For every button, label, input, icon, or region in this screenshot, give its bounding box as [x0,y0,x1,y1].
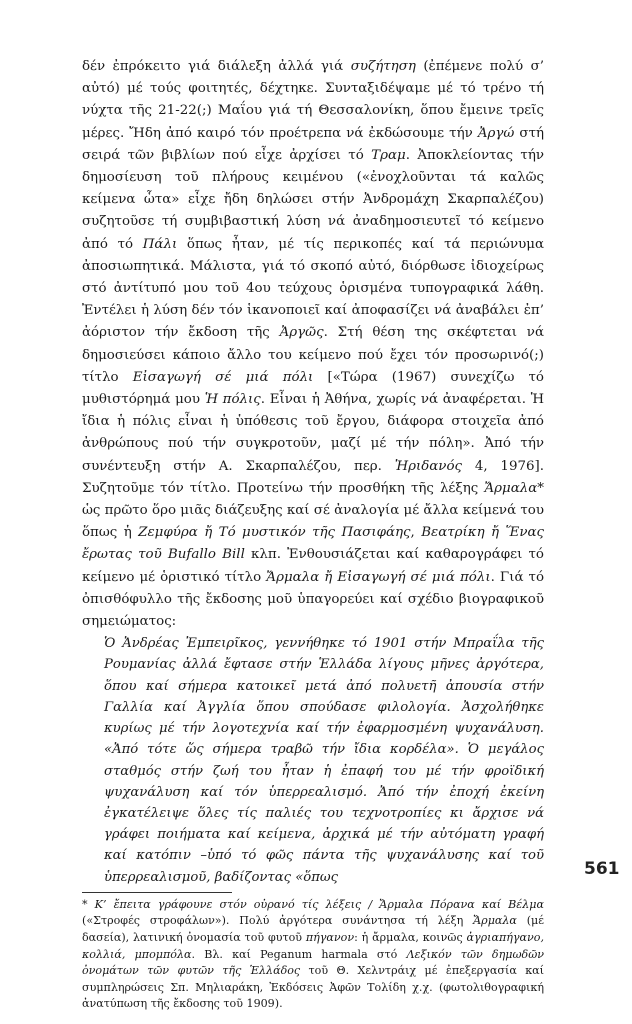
italic-title: Ἄρμαλα ἤ Εἰσαγωγή σέ μιά πόλι [266,569,491,585]
body-text-run: δέν ἐπρόκειτο γιά διάλεξη ἀλλά γιά [82,59,351,74]
footnote-text-run: τοῦ Θ. Χελντράιχ μέ ἐπεξεργασία καί συμπληρώσεις Σπ. Μηλιαράκη, Ἐκδόσεις Ἀφῶν Τολίδη χ.χ. (φωτολιθογραφική ἀνατύπωση τῆς ἔκδοσης τοῦ 1909). [82,964,544,1011]
footnote-text-run: : ἡ ἄρμαλα, κοινῶς [354,930,467,944]
italic-title: Τραμ [371,147,406,163]
italic-title: Ἀργώ [477,125,515,141]
italic-title: Ἠριδανός [394,458,463,474]
footnote-italic: ἀγριαπήγανο, κολλιά, μπομπόλα [82,930,544,961]
footnote-divider [82,892,232,893]
body-text-run: . Ἀποκλείοντας τήν δημοσίευση τοῦ πλήρους κειμένου («ἐνοχλοῦνται τά καλῶς κείμενα ὧτα» εἶχε ἤδη δηλώσει στήν Ἀνδρομάχη Σκαρπαλέζου) συζητοῦσε τή συμβιβαστική λύση νά ἀναδημοσιευτεῖ τό κείμενο ἀπό τό [82,147,544,252]
footnote-italic: Λεξικόν τῶν δημωδῶν ὀνομάτων τῶν φυτῶν τῆς Ἑλλάδος [82,947,544,978]
footnote-text-run: * [82,897,95,911]
body-text-run: στή σειρά τῶν βιβλίων πού εἶχε ἀρχίσει τό [82,125,545,163]
body-text-run: . Γιά τό ὀπισθόφυλλο τῆς ἔκδοσης μοῦ ὑπαγορεύει καί σχέδιο βιογραφικοῦ σημειώματος: [82,569,544,630]
footnote-text-run: («Στροφές στροφάλων»). Πολύ ἀργότερα συνάντησα τή λέξη [82,914,474,928]
body-text-run: [«Τώρα (1967) συνεχίζω τό μυθιστόρημά μου [82,369,544,408]
body-text-run: . Στή θέση της σκέφτεται νά δημοσιεύσει κάποιο ἄλλο του κείμενο πού ἔχει τόν προσωρινό(;) τίτλο [82,325,544,385]
italic-title: Ἄρμαλα [484,480,538,496]
body-paragraph [82,56,544,633]
italic-term: συζήτηση [350,59,416,74]
italic-title: Πάλι [142,236,178,252]
body-text-run: κλπ. Ἐνθουσιάζεται καί καθαρογράφει τό κείμενο μέ ὁριστικό τίτλο [82,547,544,585]
footnote-text-run: . Βλ. καί Peganum harmala στό [191,947,407,961]
body-text-run: * ὡς πρῶτο ὅρο μιᾶς διάζευξης καί σέ ἀναλογία μέ ἄλλα κείμενά του ὅπως ἡ [82,480,544,541]
body-text-run: (ἐπέμενε πολύ σ’ αὐτό) μέ τούς φοιτητές, δέχτηκε. Συνταξιδέψαμε μέ τό τρένο τή νύχτα τῆς 21-22(;) Μαΐου γιά τή Θεσσαλονίκη, ὅπου ἔμεινε τρεῖς μέρες. Ἤδη ἀπό καιρό τόν προέτρεπα νά ἐκδώσουμε τήν [82,59,545,141]
italic-title: Βεατρίκη ἤ Ἕνας ἔρωτας τοῦ Bufallo Bill [82,525,545,563]
body-text-run: . Εἶναι ἡ Ἀθήνα, χωρίς νά ἀναφέρεται. Ἡ ἴδια ἡ πόλις εἶναι ἡ ὑπόθεσις τοῦ ἔργου, διάφορα στοιχεῖα ἀπό ἀνθρώπους πού τήν συγκροτοῦν, μαζί μέ τήν πόλη». Ἀπό τήν συνέντευξη στήν Α. Σκαρπαλέζου, περ. [82,392,544,474]
footnote-italic: πήγανον [305,930,355,944]
body-text-run: ὅπως ἦταν, μέ τίς περικοπές καί τά περιώνυμα ἀποσιωπητικά. Μάλιστα, γιά τό σκοπό αὐτό, διόρθωσε ἰδιοχείρως στό ἀντίτυπό μου τοῦ 4ου τεύχους ὁρισμένα τυπογραφικά λάθη. Ἐντέλει ἡ λύση δέν τόν ἱκανοποιεῖ καί ἀποφασίζει νά ἀναβάλει ἐπ’ ἀόριστον τήν ἔκδοση τῆς [82,236,545,341]
footnote-italic: Ἄρμαλα [473,914,517,928]
footnote-text-run: (μέ δασεία), λατινική ὀνομασία τοῦ φυτοῦ [82,914,544,944]
footnote [82,897,544,1013]
block-quote: Ὁ Ἀνδρέας Ἐμπειρῖκος, γεννήθηκε τό 1901 στήν Μπραΐλα τῆς Ρουμανίας ἀλλά ἔφτασε στήν Ἑλλάδα λίγους μῆνες ἀργότερα, ὅπου καί σήμερα κατοικεῖ μετά ἀπό πολυετῆ ἀπουσία στήν Γαλλία καί Ἀγγλία ὅπου σπούδασε φιλολογία. Ἀσχολήθηκε κυρίως μέ τήν λογοτεχνία καί τήν ἐφαρμοσμένη ψυχανάλυση. «Ἀπό τότε ὥς σήμερα τραβῶ τήν ἴδια κορδέλα». Ὁ μεγάλος σταθμός στήν ζωή του ἦταν ἡ ἐπαφή του μέ τήν φροϊδική ψυχανάλυση καί τόν ὑπερρεαλισμό. Ἀπό τήν ἐποχή ἐκείνη ἐγκατέλειψε ὅλες τίς παλιές του τεχνοτροπίες κι ἄρχισε νά γράφει ποιήματα καί κείμενα, ἀρχικά μέ τήν αὐτόματη γραφή καί κατόπιν –ὑπό τό φῶς πάντα τῆς ψυχανάλυσης καί τοῦ ὑπερρεαλισμοῦ, βαδίζοντας «ὅπως [104,636,544,885]
italic-title: Ἀργῶς [279,325,324,341]
italic-title: Εἰσαγωγή σέ μιά πόλι [132,369,314,385]
body-text-run: 4, 1976]. Συζητοῦμε τόν τίτλο. Προτείνω τήν προσθήκη τῆς λέξης [82,458,544,496]
page-number: 561 [584,859,620,879]
page-content [82,56,544,1013]
footnote-italic: Κ’ ἔπειτα γράφουνε στόν οὐρανό τίς λέξεις / Ἄρμαλα Πόρανα καί Βέλμα [94,897,544,911]
italic-title: Ἡ πόλις [204,392,261,408]
italic-title: Ζεμφύρα ἤ Τό μυστικόν τῆς Πασιφάης [138,525,411,541]
body-text-run: , [410,525,422,541]
